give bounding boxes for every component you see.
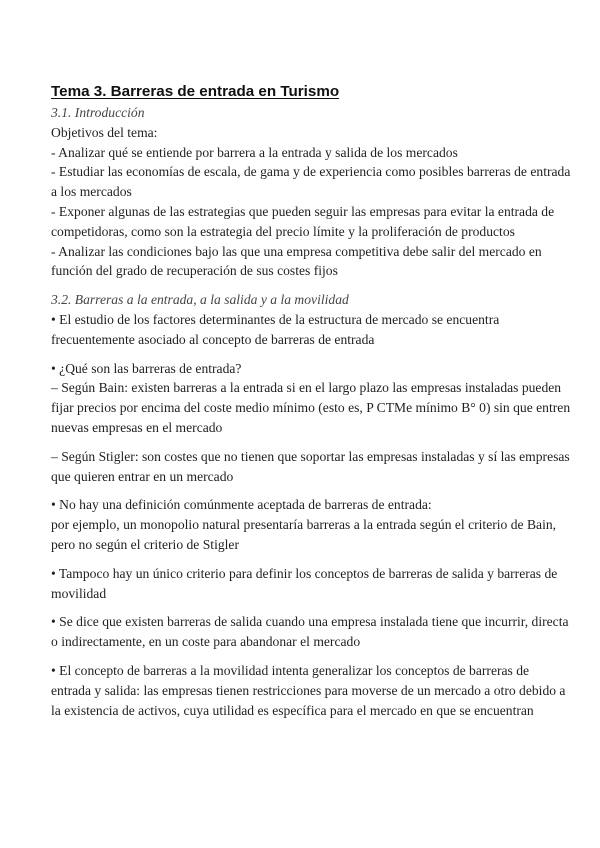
objective-item: - Estudiar las economías de escala, de gama y de experiencia como posibles barreras de entrada a los mercados [51, 164, 571, 200]
paragraph: – Según Bain: existen barreras a la entrada si en el largo plazo las empresas instaladas pueden fijar precios por encima del coste medio mínimo (esto es, P CTMe mínimo B° 0) sin que entren nuevas empresas en el mercado [51, 380, 571, 435]
paragraph: • El estudio de los factores determinantes de la estructura de mercado se encuentra frecuentemente asociado al concepto de barreras de entrada [51, 311, 500, 347]
paragraph: por ejemplo, un monopolio natural presentaría barreras a la entrada según el criterio de Bain, pero no según el criterio de Stigler [51, 517, 557, 552]
paragraph: • Tampoco hay un único criterio para definir los conceptos de barreras de salida y barreras de movilidad [51, 565, 558, 601]
paragraph: – Según Stigler: son costes que no tienen que soportar las empresas instaladas y sí las empresas que quieren entrar en un mercado [51, 448, 570, 484]
paragraph: • ¿Qué son las barreras de entrada? [51, 360, 242, 376]
section-heading-introduction: 3.1. Introducción [51, 105, 145, 120]
objective-item: - Analizar qué se entiende por barrera a la entrada y salida de los mercados [51, 144, 458, 160]
paragraph: • El concepto de barreras a la movilidad intenta generalizar los conceptos de barreras de entrada y salida: las empresas tienen restricciones para moverse de un mercado a otro debido a la existencia de activos, cuya utilidad es específica para el mercado en que se encuentran [51, 662, 566, 718]
objective-item: - Exponer algunas de las estrategias que pueden seguir las empresas para evitar la entrada de competidoras, como son la estrategia del precio límite y la proliferación de productos [51, 203, 555, 239]
objectives-label: Objetivos del tema: [51, 124, 158, 140]
paragraph: • Se dice que existen barreras de salida cuando una empresa instalada tiene que incurrir, directa o indirectamente, en un coste para abandonar el mercado [51, 614, 569, 650]
section-heading-barriers: 3.2. Barreras a la entrada, a la salida y a la movilidad [51, 292, 349, 308]
document-title: Tema 3. Barreras de entrada en Turismo [51, 83, 340, 100]
document-page [51, 82, 571, 720]
objective-item: - Analizar las condiciones bajo las que una empresa competitiva debe salir del mercado en función del grado de recuperación de sus costes fijos [51, 243, 542, 279]
paragraph: • No hay una definición comúnmente aceptada de barreras de entrada: [51, 497, 432, 513]
